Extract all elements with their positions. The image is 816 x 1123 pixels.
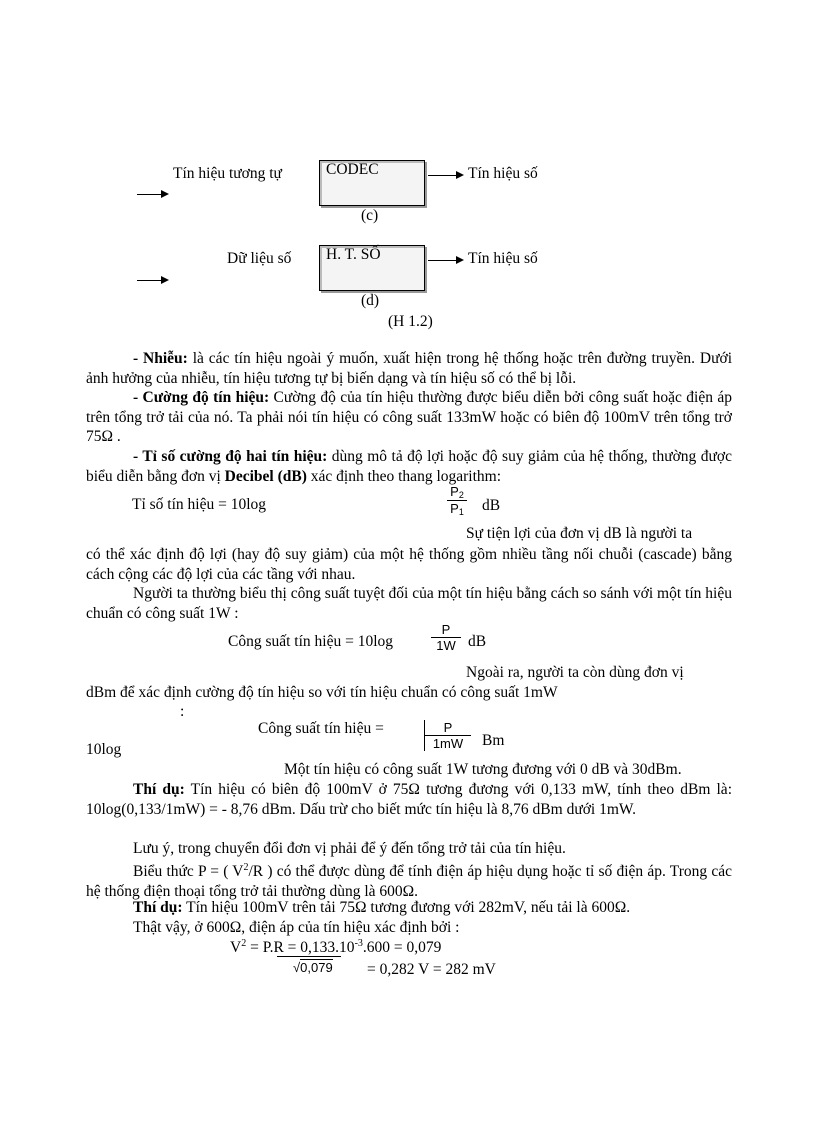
formula1-denominator-sub: 1 [458,507,464,517]
example2-paragraph [86,898,732,918]
digital-system-block-label: H. T. SỐ [326,246,381,263]
note-paragraph: Lưu ý, trong chuyển đổi đơn vị phải để ý đến tổng trở tải của tín hiệu. [133,840,566,857]
calc1-mid: = P.R = 0,133.10 [246,939,355,956]
formula3-unit: Bm [482,732,505,749]
calc1-overline [277,956,341,957]
dbm-colon: : [180,703,185,720]
formula3-log: 10log [86,741,122,758]
convenience-line-1: Sự tiện lợi của đơn vị dB là người ta [466,525,693,542]
expression-sup: 2 [243,862,249,873]
formula1-fraction [447,484,467,517]
noise-text: là các tín hiệu ngoài ý muốn, xuất hiện trong hệ thống hoặc trên đường truyền. Dưới ảnh hưởng của nhiễu, tín hiệu tương tự bị biến dạng và tín hiệu số có thể bị lỗi. [86,350,732,387]
codec-block [319,160,425,206]
output-arrow-d [428,260,462,261]
digital-system-block [319,245,425,291]
formula1-unit: dB [482,497,501,514]
calculation-line-1 [230,938,441,958]
ratio-unit: Decibel (dB) [224,467,307,485]
ratio-paragraph [86,447,732,486]
ratio-text-1: dùng mô tả độ lợi hoặc độ suy giảm của hệ thống, thường được biểu diễn bằng đơn vị [86,448,732,485]
formula2-unit: dB [468,633,487,650]
expression-text-1: Biểu thức P = ( V [133,863,244,880]
formula3-numerator: P [443,720,453,735]
figure-caption: (H 1.2) [388,313,433,330]
sqrt-radicand: 0,079 [300,960,333,975]
calc1-exp: -3 [354,938,363,949]
intensity-paragraph [86,388,732,447]
example2-text: Tín hiệu 100mV trên tải 75Ω tương đương với 282mV, nếu tải là 600Ω. [182,899,631,916]
expression-paragraph [86,858,732,901]
calculation-line-2: = 0,282 V = 282 mV [367,961,496,978]
ratio-term: - Tỉ số cường độ hai tín hiệu: [133,448,328,465]
indeed-line: Thật vậy, ở 600Ω, điện áp của tín hiệu xác định bởi : [133,919,460,936]
input-arrow-d [137,280,167,281]
formula3-left: Công suất tín hiệu = [258,720,384,737]
example2-term: Thí dụ: [133,899,183,916]
formula1-numerator: P [450,484,459,499]
calc1-v: V [230,939,242,956]
noise-term: - Nhiễu: [133,350,188,367]
formula2-numerator: P [441,622,451,637]
digital-data-label: Dữ liệu số [227,250,292,267]
formula2-denominator: 1W [431,637,461,653]
dbm-line-2: dBm để xác định cường độ tín hiệu so với tín hiệu chuẩn có công suất 1mW [86,684,558,701]
formula3-fraction [424,720,471,751]
equivalence-line: Một tín hiệu có công suất 1W tương đương với 0 dB và 30dBm. [284,761,682,778]
intensity-text: Cường độ của tín hiệu thường được biểu diễn bởi công suất hoặc điện áp trên tổng trở tải của nó. Ta phải nói tín hiệu có công suất 133mW hoặc có biên độ 100mV trên tổng trở 75Ω . [86,389,732,445]
caption-c: (c) [361,207,379,224]
absolute-power-paragraph: Người ta thường biểu thị công suất tuyệt đối của một tín hiệu bằng cách so sánh với một tín hiệu chuẩn có công suất 1W : [86,585,732,622]
digital-signal-label-c: Tín hiệu số [468,165,538,182]
formula2-fraction [431,622,461,653]
formula1-denominator: P [450,501,459,516]
sqrt-symbol: √0,079 [293,960,333,975]
input-arrow-c [137,194,167,195]
example1-text: Tín hiệu có biên độ 100mV ở 75Ω tương đương với 0,133 mW, tính theo dBm là: 10log(0,133/1mW) = - 8,76 dBm. Dấu trừ cho biết mức tín hiệu là 8,76 dBm dưới 1mW. [86,781,732,818]
intensity-term: - Cường độ tín hiệu: [133,389,270,406]
example1-term: Thí dụ: [133,781,185,798]
caption-d: (d) [361,292,380,309]
convenience-line-2: có thể xác định độ lợi (hay độ suy giảm) của một hệ thống gồm nhiều tầng nối chuỗi (cascade) bằng cách cộng các độ lợi của các tầng với nhau. [86,546,732,583]
expression-text-2: /R ) có thể được dùng để tính điện áp hiệu dụng hoặc tỉ số điện áp. Trong các hệ thống điện thoại tổng trở tải thường dùng là 600Ω. [86,863,732,900]
output-arrow-c [428,175,462,176]
formula2-left: Công suất tín hiệu = 10log [228,633,394,650]
noise-paragraph [86,349,732,388]
formula3-denominator: 1mW [425,735,471,751]
digital-signal-label-d: Tín hiệu số [468,250,538,267]
formula1-numerator-sub: 2 [458,490,464,500]
ratio-text-2: xác định theo thang logarithm: [306,467,502,485]
analog-signal-label: Tín hiệu tương tự [173,165,282,182]
calc1-end: .600 = 0,079 [362,939,442,956]
codec-block-label: CODEC [326,161,379,178]
formula1-left: Tỉ số tín hiệu = 10log [132,496,267,513]
dbm-line-1: Ngoài ra, người ta còn dùng đơn vị [466,664,684,681]
calc1-sup: 2 [241,938,247,949]
example1-paragraph [86,780,732,819]
